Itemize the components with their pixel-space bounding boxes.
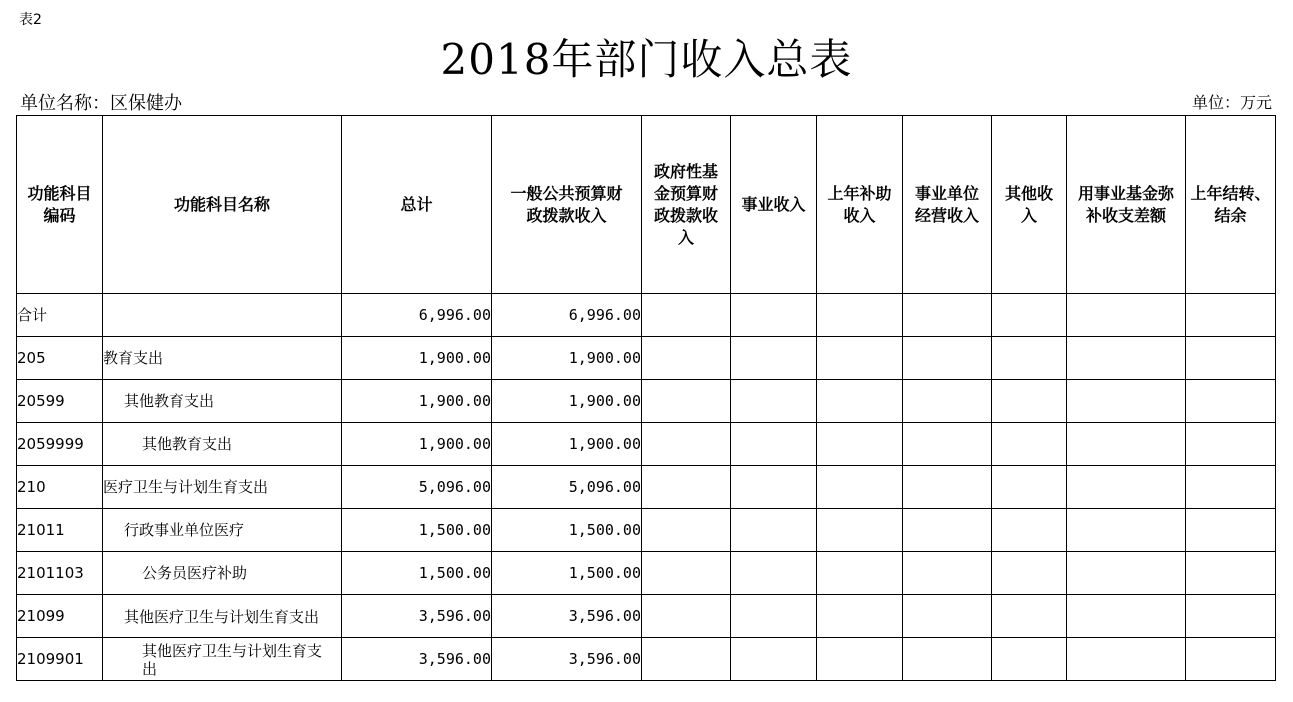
empty-cell (1186, 337, 1276, 380)
empty-cell (992, 638, 1067, 681)
table-row (17, 423, 1276, 466)
header-business-income: 事业收入 (731, 116, 817, 294)
empty-cell (731, 552, 817, 595)
row-code: 21099 (17, 595, 103, 638)
empty-cell (817, 509, 903, 552)
empty-cell (1067, 337, 1186, 380)
empty-cell (1186, 294, 1276, 337)
row-general-budget: 6,996.00 (492, 294, 642, 337)
row-name: 其他教育支出 (103, 423, 342, 466)
empty-cell (992, 337, 1067, 380)
row-total: 1,900.00 (342, 380, 492, 423)
row-name: 教育支出 (103, 337, 342, 380)
header-fund-balance-offset: 用事业基金弥补收支差额 (1067, 116, 1186, 294)
table-row (17, 466, 1276, 509)
empty-cell (1067, 423, 1186, 466)
empty-cell (731, 595, 817, 638)
table-row (17, 380, 1276, 423)
row-code: 20599 (17, 380, 103, 423)
row-total: 5,096.00 (342, 466, 492, 509)
row-total: 1,900.00 (342, 337, 492, 380)
row-total: 3,596.00 (342, 638, 492, 681)
header-function-name: 功能科目名称 (103, 116, 342, 294)
empty-cell (731, 509, 817, 552)
empty-cell (817, 638, 903, 681)
empty-cell (992, 380, 1067, 423)
empty-cell (903, 552, 992, 595)
header-operating-income: 事业单位经营收入 (903, 116, 992, 294)
empty-cell (992, 466, 1067, 509)
row-name: 行政事业单位医疗 (103, 509, 342, 552)
empty-cell (642, 638, 731, 681)
empty-cell (992, 552, 1067, 595)
row-total: 1,900.00 (342, 423, 492, 466)
header-government-fund: 政府性基金预算财政拨款收入 (642, 116, 731, 294)
empty-cell (1186, 423, 1276, 466)
empty-cell (642, 423, 731, 466)
empty-cell (731, 466, 817, 509)
empty-cell (1186, 595, 1276, 638)
empty-cell (903, 337, 992, 380)
empty-cell (1067, 638, 1186, 681)
header-carryover: 上年结转、结余 (1186, 116, 1276, 294)
row-name: 其他教育支出 (103, 380, 342, 423)
empty-cell (817, 337, 903, 380)
row-general-budget: 1,900.00 (492, 380, 642, 423)
empty-cell (817, 380, 903, 423)
table-row (17, 509, 1276, 552)
unit-name-label: 单位名称：区保健办 (20, 93, 182, 114)
row-name: 医疗卫生与计划生育支出 (103, 466, 342, 509)
row-name: 公务员医疗补助 (103, 552, 342, 595)
empty-cell (992, 423, 1067, 466)
row-general-budget: 1,900.00 (492, 423, 642, 466)
empty-cell (1186, 466, 1276, 509)
row-general-budget: 3,596.00 (492, 638, 642, 681)
empty-cell (642, 380, 731, 423)
header-prior-year-subsidy: 上年补助收入 (817, 116, 903, 294)
empty-cell (1067, 466, 1186, 509)
row-name (103, 294, 342, 337)
empty-cell (642, 337, 731, 380)
header-total: 总计 (342, 116, 492, 294)
empty-cell (992, 509, 1067, 552)
empty-cell (1067, 595, 1186, 638)
row-general-budget: 1,900.00 (492, 337, 642, 380)
row-code: 2101103 (17, 552, 103, 595)
empty-cell (1067, 294, 1186, 337)
page-title: 2018年部门收入总表 (440, 35, 853, 84)
header-row (17, 116, 1276, 294)
empty-cell (817, 595, 903, 638)
row-total: 1,500.00 (342, 552, 492, 595)
empty-cell (903, 294, 992, 337)
empty-cell (642, 595, 731, 638)
row-general-budget: 5,096.00 (492, 466, 642, 509)
empty-cell (731, 638, 817, 681)
empty-cell (731, 294, 817, 337)
empty-cell (642, 509, 731, 552)
header-other-income: 其他收入 (992, 116, 1067, 294)
row-general-budget: 3,596.00 (492, 595, 642, 638)
row-name-text: 其他医疗卫生与计划生育支出 (142, 642, 323, 678)
empty-cell (731, 380, 817, 423)
empty-cell (817, 466, 903, 509)
income-summary-table (16, 115, 1276, 681)
empty-cell (1067, 509, 1186, 552)
row-code: 2059999 (17, 423, 103, 466)
currency-unit-label: 单位：万元 (1191, 93, 1272, 112)
row-general-budget: 1,500.00 (492, 509, 642, 552)
table-row (17, 294, 1276, 337)
header-function-code: 功能科目编码 (17, 116, 103, 294)
empty-cell (642, 466, 731, 509)
table-row (17, 337, 1276, 380)
table-row (17, 638, 1276, 681)
empty-cell (817, 423, 903, 466)
row-code: 合计 (17, 294, 103, 337)
empty-cell (903, 638, 992, 681)
row-code: 2109901 (17, 638, 103, 681)
row-name-text: 其他医疗卫生与计划生育支出 (124, 608, 320, 626)
empty-cell (817, 552, 903, 595)
row-code: 210 (17, 466, 103, 509)
empty-cell (992, 595, 1067, 638)
header-general-budget: 一般公共预算财政拨款收入 (492, 116, 642, 294)
empty-cell (1186, 509, 1276, 552)
row-total: 6,996.00 (342, 294, 492, 337)
empty-cell (903, 595, 992, 638)
row-total: 1,500.00 (342, 509, 492, 552)
row-code: 205 (17, 337, 103, 380)
empty-cell (903, 423, 992, 466)
empty-cell (642, 294, 731, 337)
row-name (103, 595, 342, 638)
row-total: 3,596.00 (342, 595, 492, 638)
empty-cell (1067, 380, 1186, 423)
table-row (17, 552, 1276, 595)
empty-cell (817, 294, 903, 337)
empty-cell (1186, 552, 1276, 595)
empty-cell (1186, 638, 1276, 681)
empty-cell (903, 380, 992, 423)
empty-cell (1186, 380, 1276, 423)
empty-cell (642, 552, 731, 595)
row-code: 21011 (17, 509, 103, 552)
row-general-budget: 1,500.00 (492, 552, 642, 595)
empty-cell (731, 337, 817, 380)
empty-cell (992, 294, 1067, 337)
empty-cell (1067, 552, 1186, 595)
table-row (17, 595, 1276, 638)
table-number-tag: 表2 (19, 12, 42, 28)
row-name (103, 638, 342, 681)
empty-cell (903, 466, 992, 509)
empty-cell (731, 423, 817, 466)
empty-cell (903, 509, 992, 552)
